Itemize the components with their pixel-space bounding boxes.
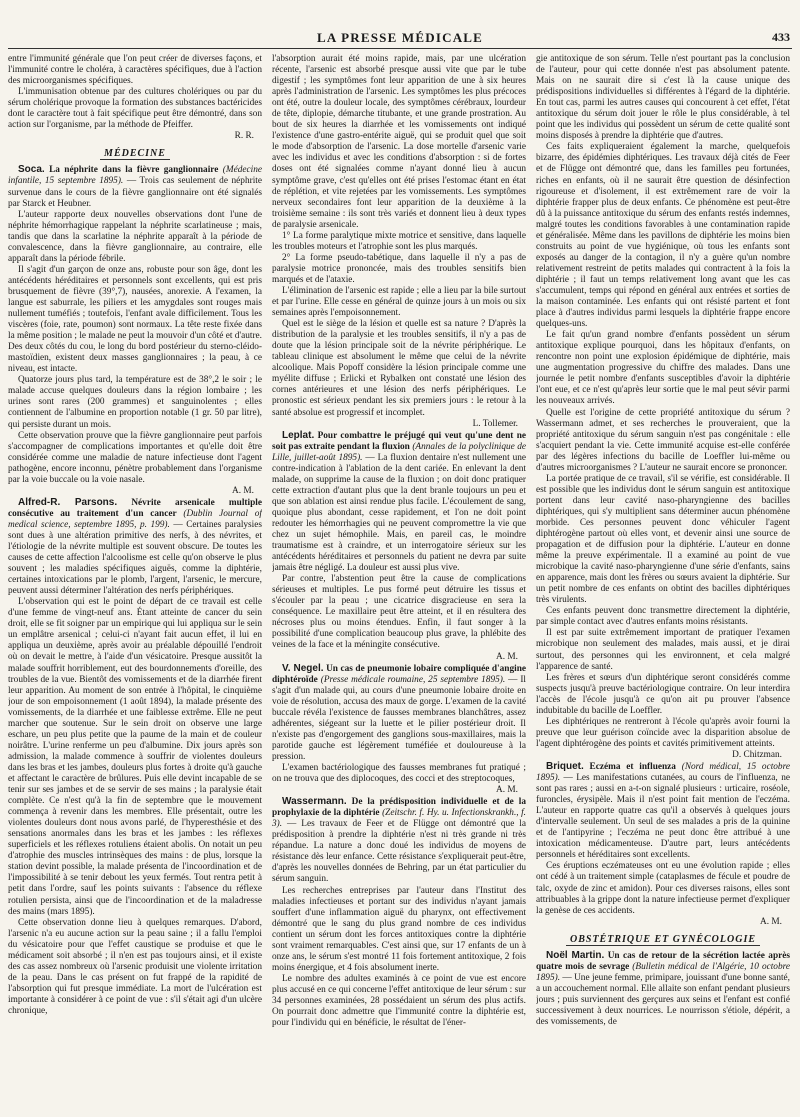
signature: L. Tollemer. (472, 418, 518, 429)
article-reference: (Dublin Journal of medical science, septembre 1895, p. 199). (8, 508, 262, 530)
signature: A. M. (496, 785, 518, 796)
article-parsons (8, 497, 262, 597)
article-title: De la prédisposition individuelle et de la prophylaxie de la diphtérie (272, 797, 526, 819)
paragraph: Il s'agit d'un garçon de onze ans, robuste pour son âge, dont les antécédents héréditaires et personnels sont excellents, qui est pris brusquement de fièvre (39°,7), nausées, anorexie. A l'examen, la langue est saburrale, les piliers et les amygdales sont rouges mais nullement tuméfiés ; toutefois, l'enfant avale difficilement. Tous les viscères (foie, rate, poumon) sont normaux. La tête reste fixée dans la même position ; le malade ne peut la mouvoir d'un côté et d'autre. Des deux côtés du cou, le long du bord postérieur du sterno-cléido-mastoïdien, existent deux masses ganglionnaires ; la peau, à ce niveau, est intacte. (8, 264, 262, 375)
signature: A. M. (760, 916, 782, 927)
text-columns (8, 54, 792, 1112)
paragraph: Ces faits expliqueraient également la marche, quelquefois bizarre, des épidémies diphtériques. Les travaux déjà cités de Feer et de Flügge ont démontré que, dans les familles peu fortunées, riches en enfants, où il ne saurait être question de désinfection rigoureuse et d'isolement, il est extrêmement rare de voir la diphtérie frapper plus de deux enfants. Ce phénomène est peut-être dû à la puissance antitoxique du sérum des enfants restés indemnes, malgré toutes les conditions favorables à une contamination rapide et généralisée. Même dans les pavillons de diphtérie les moins bien construits au point de vue hygiénique, où tous les enfants sont exposés au danger de la contagion, il n'y a guère qu'un nombre relativement restreint de petits malades qui contractent à la fois la diphtérie ; il faut un temps relativement long avant que les cas s'accumulent, temps qui répond en général aux entrées et sorties de la maison contaminée. Les enfants qui ont résisté partent et font place à d'autres individus parmi lesquels la diphtérie frappe encore quelques-uns. (536, 142, 790, 330)
paragraph: — La fluxion dentaire n'est nullement une contre-indication à l'ablation de la dent cariée. En enlevant la dent malade, on supprime la cause de la fluxion ; on doit donc pratiquer cette extraction d'autant plus que la dent branle toujours un peu et que son ablation est ainsi rendue plus facile. L'écoulement de sang, quoique plus abondant, cesse rapidement, et l'on ne doit point redouter les hémorrhagies qui ne peuvent compromettre la vie que chez un sujet hémophile. Mais, en pareil cas, le moindre traumatisme est à craindre, et un interrogatoire sérieux sur les antécédents héréditaires et personnels du patient ne devra par suite jamais être négligé. La douleur est aussi plus vive. (272, 452, 526, 574)
article-title: Un cas de retour de la sécrétion lactée après quatre mois de sevrage (536, 950, 790, 972)
paragraph: Quel est le siège de la lésion et quelle est sa nature ? D'après la distribution de la paralysie et les troubles sensitifs, il n'y a pas de doute que la lésion principale soit de la névrite périphérique. Le tableau clinique est absolument le même que celui de la névrite alcoolique. Mais Popoff considère la lésion principale comme une myélite diffuse ; Erlicki et Rybalken ont constaté une lésion des cornes antérieures et une lésion des nerfs périphériques. Le pronostic est sérieux pendant les six premiers jours : le retour à la santé absolue est progressif et incomplet. (272, 319, 526, 418)
signature: A. M. (232, 485, 254, 496)
paragraph: Cette observation prouve que la fièvre ganglionnaire peut parfois s'accompagner de complications importantes et qu'elle doit être considérée comme une maladie de nature infectieuse dont l'agent pathogène, encore inconnu, pénètre probablement dans l'organisme par la voie buccale ou la voie nasale. (8, 430, 262, 485)
paragraph: — Il s'agit d'un malade qui, au cours d'une pneumonie lobaire droite en voie de résolution, accusa des maux de gorge. L'examen de la cavité buccale révéla l'existence de fausses membranes blanchâtres, assez adhérentes, siégeant sur la luette et le pilier postérieur droit. Il n'existe pas d'engorgement des ganglions sous-maxillaires, mais la parotide gauche est légèrement tuméfiée et douloureuse à la pression. (272, 674, 526, 762)
paragraph: Cette observation donne lieu à quelques remarques. D'abord, l'arsenic n'a eu aucune action sur la peau saine ; il a fallu l'emploi du vésicatoire pour que l'effet caustique se produise et que le médicament soit absorbé ; il n'en est pas toujours ainsi, et il existe des cas assez nombreux où l'arsenic produisit une violente irritation de la peau. Dans le cas présent on fut frappé de la rapidité de l'absorption qui fut presque immédiate. La mort de l'ulcération est importante à considérer à ce point de vue : s'il s'était agi d'un ulcère chronique, (8, 917, 262, 1016)
column-3 (536, 54, 790, 1112)
header-rule (8, 48, 792, 49)
column-2 (272, 54, 526, 1112)
paragraph: l'absorption aurait été moins rapide, mais, par une ulcération récente, l'arsenic est absorbé presque aussi vite que par le tube digestif ; les symptômes font leur apparition de une à six heures après l'administration de l'arsenic. Les symptômes les plus précoces ont été, outre la douleur locale, des symptômes cérébraux, lourdeur de tête, diplopie, démarche titubante, et une grande prostration. Au bout de six heures la diarrhée et les vomissements ont indiqué l'existence d'une gastro-entérite aiguë, qui se produit quel que soit le mode d'absorption de l'arsenic. La dose mortelle d'arsenic varie avec les individus et avec les conditions d'absorption : si de fortes doses ont été signalées comme n'ayant donné lieu à aucun symptôme grave, c'est qu'elles ont été prises l'estomac étant en état de réplétion, et vite rejetées par les vomissements. Les symptômes nerveux secondaires font leur apparition de la deuxième à la troisième semaine : ils sont très variés et donnent lieu à deux types de paralysie arsenicale. (272, 54, 526, 230)
article-author: Wassermann. (282, 796, 347, 808)
signature: A. M. (496, 651, 518, 662)
signature: R. R. (234, 131, 254, 142)
article-reference: (Médecine infantile, 15 septembre 1895). (8, 165, 262, 187)
paragraph: — Les travaux de Feer et de Flügge ont démontré que la prédisposition à prendre la diphtérie n'est ni très grande ni très répandue. La nature a donc doué les individus de moyens de résistance dès leur enfance. Cette résistance s'expliquerait peut-être, d'après les nouvelles données de Behring, par un état particulier du sérum sanguin. (272, 819, 526, 885)
paragraph: entre l'immunité générale que l'on peut créer de diverses façons, et l'immunité contre le choléra, à caractères spécifiques, due à l'action des microorganismes spécifiques. (8, 54, 262, 87)
paragraph: — Certaines paralysies sont dues à une altération primitive des nerfs, à des névrites, et l'étiologie de la névrite multiple est souvent obscure. De toutes les causes de cette affection l'alcoolisme est celle qu'on observe le plus souvent ; les maladies spécifiques aiguës, comme la diphtérie, certaines intoxications par le plomb, l'argent, l'arsenic, le mercure, peuvent aussi déterminer l'altération des nerfs périphériques. (8, 519, 262, 597)
paragraph: L'élimination de l'arsenic est rapide ; elle a lieu par la bile surtout et par l'urine. Elle cesse en général de quinze jours à un mois ou six semaines après l'empoisonnement. (272, 285, 526, 319)
page-header (8, 24, 792, 46)
article-negel (272, 663, 526, 763)
paragraph: Les diphtériques ne rentreront à l'école qu'après avoir fourni la preuve que leur guérison coïncide avec la disparition absolue de l'agent diphtérogène des points et cavités primitivement atteints. (536, 716, 790, 749)
article-author: Alfred-R. Parsons. (18, 496, 118, 508)
section-heading-label: MÉDECINE (100, 148, 170, 160)
article-reference: (Presse médicale roumaine, 25 septembre 1895). (320, 674, 506, 685)
paragraph: L'observation qui est le point de départ de ce travail est celle d'une femme de vingt-neuf ans. Étant atteinte de cancer du sein droit, elle se fit soigner par un empirique qui lui appliqua sur le sein un emplâtre arsenical ; celui-ci n'ayant fait aucun effet, il lui en appliqua un deuxième, après avoir au préalable dépouillé l'endroit où on devait le mettre, à l'aide d'un vésicatoire. Presque aussitôt la malade souffrit horriblement, eut des bourdonnements d'oreille, des troubles de la vue. Bientôt des vomissements et de la diarrhée firent leur apparition. Au moment de son entrée à l'hôpital, le cinquième jour de son empoisonnement (1 août 1894), la malade présente des vomissements, de la diarrhée et une faiblesse extrême. Elle ne peut marcher que soutenue. Sur le sein droit on observe une large eschare, un peu plus petite que la paume de la main et de couleur noirâtre. L'urine renferme un peu d'albumine. Dix jours après son admission, la malade commence à souffrir de violentes douleurs dans les bras et les jambes, douleurs plus fortes à droite qu'à gauche et affectant le caractère de brûlures. Puis elle devint incapable de se tenir sur ses jambes et de se servir de ses mains ; la paralysie était complète. Ce n'est qu'à la fin de septembre que le mouvement commença à revenir dans les membres. Elle présentait, outre les violentes douleurs dont nous avons parlé, de l'hyperesthésie et des sensations anormales dans les bras et les jambes : les réflexes superficiels et les réflexes rotuliens étaient abolis. On notait un peu d'atrophie des muscles intrinsèques des mains : de plus, lorsque la station devint possible, la malade présenta de l'incoordination et de l'impossibilité à se tenir debout les yeux fermés. Tout rentra petit à petit dans l'ordre, sauf les points suivants : l'absence du réflexe rotulien persista, ainsi que de l'incoordination et de la maladresse des mains (mars 1895). (8, 597, 262, 917)
paragraph: — Une jeune femme, primipare, jouissant d'une bonne santé, a un accouchement normal. Elle allaite son enfant pendant plusieurs jours ; puis surviennent des gerçures aux seins et l'enfant est confié successivement à deux nourrices. Le nourrisson s'étiole, dépérit, a des vomissements, de (536, 972, 790, 1028)
article-martin (536, 950, 790, 1028)
article-wassermann (272, 796, 526, 885)
paragraph: Les recherches entreprises par l'auteur dans l'Institut des maladies infectieuses et portant sur des individus n'ayant jamais souffert d'une inflammation aiguë du pharynx, ont effectivement démontré que le sang du plus grand nombre de ces individus contient un sérum dont les forces antitoxiques contre la diphtérie sont vraiment remarquables. C'est ainsi que, sur 17 enfants de un à onze ans, le sérum s'est montré 11 fois fortement antitoxique, 2 fois moins énergique, et 4 fois absolument inerte. (272, 885, 526, 973)
article-soca (8, 164, 262, 209)
signature: D. Chitzman. (732, 749, 782, 760)
section-heading-medecine (8, 148, 262, 159)
paragraph: — Les manifestations cutanées, au cours de l'influenza, ne sont pas rares ; aussi en a-t-on signalé plusieurs : urticaire, roséole, furoncles, érysipèle. Mais il n'est point fait mention de l'eczéma. L'auteur en rapporte quatre cas qu'il a observés à quelques jours d'intervalle seulement. Un seul de ses malades a pris de la quinine et de l'antipyrine ; l'eczéma ne peut donc être attribué à une intoxication médicamenteuse. D'autre part, leurs antécédents personnels et héréditaires sont excellents. (536, 773, 790, 861)
paragraph: 1° La forme paralytique mixte motrice et sensitive, dans laquelle les troubles moteurs et l'atrophie sont les plus marqués. (272, 230, 526, 252)
article-reference: (Annales de la polyclinique de Lille, juillet-août 1895). (272, 441, 526, 463)
article-reference: (Bulletin médical de l'Algérie, 10 octobre 1895). (536, 961, 790, 983)
article-author: V. Negel. (282, 662, 324, 674)
article-author: Leplat. (282, 429, 315, 441)
paragraph: L'auteur rapporte deux nouvelles observations dont l'une de néphrite hémorrhagique rappelant la néphrite scarlatineuse ; mais, tandis que dans la scarlatine la néphrite apparaît à la période de convalescence, dans la fièvre ganglionnaire, au contraire, elle apparaît dans la période fébrile. (8, 209, 262, 264)
paragraph: Par contre, l'abstention peut être la cause de complications sérieuses et multiples. Le pus formé peut détruire les tissus et s'écouler par la peau ; une cicatrice disgracieuse en sera la conséquence. Le maxillaire peut être atteint, et il en résultera des nécroses plus ou moins étendues. Enfin, il faut songer à la possibilité d'une complication beaucoup plus grave, la phlébite des veines de la face et la méningite consécutive. (272, 574, 526, 651)
paragraph: 2° La forme pseudo-tabétique, dans laquelle il n'y a pas de paralysie motrice prononcée, mais des troubles sensitifs bien marqués et de l'ataxie. (272, 252, 526, 285)
article-title: Pour combattre le préjugé qui veut qu'une dent ne soit pas extraite pendant la fluxion (272, 430, 526, 452)
paragraph: Il est par suite extrêmement important de pratiquer l'examen microbique non seulement des malades, mais aussi, et je dirai surtout, des personnes qui les environnent, et cela malgré l'apparence de santé. (536, 628, 790, 672)
article-author: Soca. (18, 164, 45, 176)
article-author: Noël Martin. (546, 949, 605, 961)
section-heading-obstetrique (536, 934, 790, 945)
article-title: La néphrite dans la fièvre ganglionnaire (49, 165, 219, 176)
paragraph: Ces éruptions eczémateuses ont eu une évolution rapide ; elles ont cédé à un traitement simple (cataplasmes de fécule et poudre de talc, oxyde de zinc et amidon). Pour ces diverses raisons, elles sont attribuables à la grippe dont la nature infectieuse permet d'expliquer la genèse de ces accidents. (536, 861, 790, 916)
article-author: Briquet. (546, 761, 584, 772)
page-number: 433 (772, 30, 790, 44)
article-reference: (Nord médical, 15 octobre 1895). (536, 762, 790, 784)
paragraph: Les frères et sœurs d'un diphtérique seront considérés comme suspects jusqu'à preuve bactériologique contraire. On leur interdira l'accès de l'école jusqu'à ce qu'on ait pu prouver l'absence indubitable du bacille de Loeffler. (536, 672, 790, 716)
paragraph: gie antitoxique de son sérum. Telle n'est pourtant pas la conclusion de l'auteur, pour qui cette donnée n'est pas absolument patente. Mais on ne saurait dire si c'est là la cause unique des prédispositions individuelles si différentes à l'égard de la diphtérie. En tout cas, parmi les autres causes qui concourent à cet effet, l'état antitoxique du sérum doit jouer le rôle le plus considérable, à tel point que les individus qui possèdent un sérum de cette qualité sont moins disposés à prendre la diphtérie que d'autres. (536, 54, 790, 142)
article-briquet (536, 761, 790, 861)
article-title: Un cas de pneumonie lobaire compliquée d'angine diphtéroïde (272, 663, 526, 685)
article-title: Névrite arsenicale multiple consécutive au traitement d'un cancer (8, 497, 262, 519)
newspaper-page (8, 24, 792, 1112)
paragraph: Quatorze jours plus tard, la température est de 38°,2 le soir ; le malade accuse quelques douleurs dans la région lombaire ; les urines sont rares (200 grammes) et sanguinolentes ; elles contiennent de l'albumine en proportion notable (1 gr. 50 par litre), qui persiste durant un mois. (8, 375, 262, 430)
column-1 (8, 54, 262, 1112)
paragraph: La portée pratique de ce travail, s'il se vérifie, est considérable. Il est possible que les individus dont le sérum sanguin est antitoxique portent dans leur cavité naso-pharyngienne des bacilles diphtériques, qui s'y multiplient sans déterminer aucun phénomène morbide. Ces personnes peuvent donc véhiculer l'agent diphtérogène partout où elles vont, et devenir ainsi une source de propagation et de diffusion pour la diphtérie. L'auteur en donne même la preuve expérimentale. Il a examiné au point de vue microbique la cavité naso-pharyngienne d'une série d'enfants, sains en apparence, mais dont les frères ou sœurs avaient la diphtérie. Sur un petit nombre de ces enfants on obtint des bacilles diphtériques très virulents. (536, 473, 790, 606)
article-reference: (Zeitschr. f. Hy. u. Infectionskrankh., f. 3). (272, 808, 526, 830)
paragraph: Ces enfants peuvent donc transmettre directement la diphtérie, par simple contact avec d'autres enfants moins résistants. (536, 606, 790, 628)
paragraph: L'examen bactériologique des fausses membranes fut pratiqué ; on ne trouva que des diplocoques, des cocci et des streptocoques, (272, 763, 526, 785)
article-leplat (272, 430, 526, 575)
section-heading-label: OBSTÉTRIQUE ET GYNÉCOLOGIE (566, 934, 760, 946)
article-title: Eczéma et influenza (589, 762, 676, 772)
paragraph: Le fait qu'un grand nombre d'enfants possèdent un sérum antitoxique explique pourquoi, dans les hôpitaux d'enfants, on rencontre non point une explosion épidémique de diphtérie, mais une augmentation progressive du chiffre des malades. Dans une journée le petit nombre d'enfants susceptibles d'avoir la diphtérie l'ont eue, et ce n'est qu'après leur sortie que le mal peut sévir parmi les nouveaux arrivés. (536, 330, 790, 407)
paragraph: Quelle est l'origine de cette propriété antitoxique du sérum ? Wassermann admet, et ses recherches le prouveraient, que la propriété antitoxique du sérum sanguin n'est pas congénitale : elle s'acquiert pendant la vie. Cette immunité acquise est-elle conférée par des légères infections du bacille de Loeffler lui-même ou d'autres microorganismes ? L'auteur ne saurait encore se prononcer. (536, 407, 790, 473)
paragraph: L'immunisation obtenue par des cultures cholériques ou par du sérum cholérique provoque la formation des substances bactéricides dont le caractère tout à fait spécifique peut être démontré, dans son action sur l'organisme, par la méthode de Pfeiffer. (8, 87, 262, 131)
paragraph: — Trois cas seulement de néphrite survenue dans le cours de la fièvre ganglionnaire ont été signalés par Starck et Heubner. (8, 176, 262, 209)
journal-title: LA PRESSE MÉDICALE (316, 30, 484, 45)
paragraph: Le nombre des adultes examinés à ce point de vue est encore plus accusé en ce qui concerne l'effet antitoxique de leur sérum : sur 34 personnes examinées, 28 possédaient un sérum des plus actifs. On pourrait donc admettre que l'immunité contre la diphtérie est, pour l'individu qui en bénéficie, le résultat de l'éner- (272, 973, 526, 1029)
